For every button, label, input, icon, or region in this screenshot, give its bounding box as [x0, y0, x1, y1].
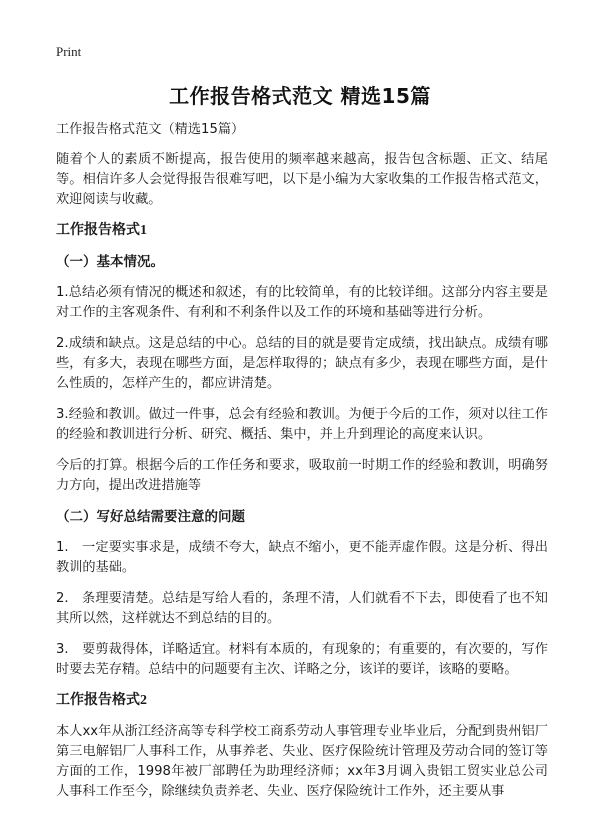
paragraph: 3.经验和教训。做过一件事，总会有经验和教训。为便于今后的工作，须对以往工作的经验和教训进行分析、研究、概括、集中，并上升到理论的高度来认识。 [56, 407, 548, 442]
intro-paragraph: 随着个人的素质不断提高，报告使用的频率越来越高，报告包含标题、正文、结尾等。相信许多人会觉得报告很难写吧，以下是小编为大家收集的工作报告格式范文，欢迎阅读与收藏。 [56, 152, 548, 207]
paragraph: 1.总结必须有情况的概述和叙述，有的比较简单，有的比较详细。这部分内容主要是对工作的主客观条件、有利和不利条件以及工作的环境和基础等进行分析。 [56, 285, 548, 320]
paragraph: 2.成绩和缺点。这是总结的中心。总结的目的就是要肯定成绩，找出缺点。成绩有哪些，有多大，表现在哪些方面，是怎样取得的；缺点有多少，表现在哪些方面，是什么性质的，怎样产生的，都应讲清楚。 [56, 336, 548, 391]
print-label[interactable]: Print [56, 44, 82, 59]
paragraph: 今后的打算。根据今后的工作任务和要求，吸取前一时期工作的经验和教训，明确努力方向，提出改进措施等 [56, 458, 548, 493]
subheading-basic-situation: （一）基本情况。 [56, 254, 164, 269]
paragraph: 1. 一定要实事求是，成绩不夸大，缺点不缩小，更不能弄虚作假。这是分析、得出教训的基础。 [56, 540, 548, 575]
document-subtitle: 工作报告格式范文（精选15篇） [56, 122, 245, 137]
document-body [56, 120, 548, 813]
paragraph: 本人xx年从浙江经济高等专科学校工商系劳动人事管理专业毕业后，分配到贵州铝厂第三电解铝厂人事科工作，从事养老、失业、医疗保险统计管理及劳动合同的签订等方面的工作，1998年被厂部聘任为助理经济师；xx年3月调入贵铝工贸实业总公司人事科工作至今，除继续负责养老、失业、医疗保险统计工作外，还主要从事 [56, 724, 548, 799]
section-heading-2: 工作报告格式2 [56, 693, 147, 708]
section-heading-1: 工作报告格式1 [56, 223, 147, 238]
subheading-notes: （二）写好总结需要注意的问题 [56, 509, 245, 524]
paragraph: 3. 要剪裁得体，详略适宜。材料有本质的，有现象的；有重要的，有次要的，写作时要去芜存精。总结中的问题要有主次、详略之分，该详的要详，该略的要略。 [56, 642, 548, 677]
paragraph: 2. 条理要清楚。总结是写给人看的，条理不清，人们就看不下去，即使看了也不知其所以然，这样就达不到总结的目的。 [56, 591, 548, 626]
document-title: 工作报告格式范文 精选15篇 [169, 84, 431, 108]
